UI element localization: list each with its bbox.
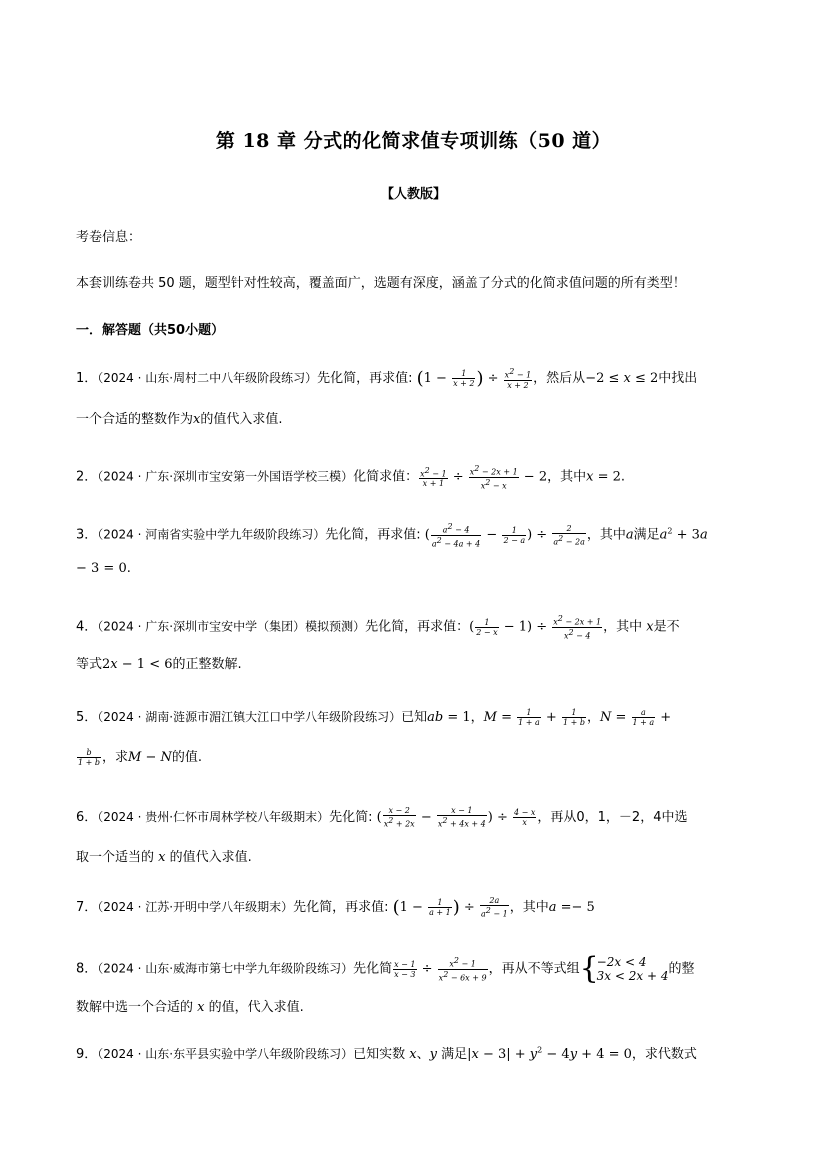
- page-title: 第 18 章 分式的化简求值专项训练（50 道）: [215, 130, 612, 152]
- intro-text: 本套训练卷共 50 题，题型针对性较高，覆盖面广，选题有深度，涵盖了分式的化简求值问题的所有类型！: [76, 276, 686, 291]
- question-5-line-2: $\frac{b}{1 + b}$ ，求M − N的值.: [78, 748, 203, 767]
- section-heading: 一．解答题（共50小题）: [76, 323, 225, 338]
- question-1-line-1: 1．（2024 · 山东·周村二中八年级阶段练习）先化简，再求值: (1 − $\frac{1}{x + 2}$ ) ÷ $\frac{x^2 - 1}{x + 2}$ ，然后从−2 ≤ x ≤ 2中找出: [76, 367, 698, 390]
- question-8-line-2: 数解中选一个合适的 x 的值，代入求值.: [76, 1000, 304, 1015]
- question-3-line-1: 3．（2024 · 河南省实验中学九年级阶段练习）先化简，再求值: ( $\frac{a^2 - 4}{a^2 - 4a + 4}$ − $\frac{1}{2 - a}$ ) ÷ $\frac{2}{a^2 - 2a}$ ，其中a满足$a^2 + 3a$: [76, 522, 708, 549]
- question-6-line-1: 6．（2024 · 贵州·仁怀市周林学校八年级期末）先化简: ( $\frac{x - 2}{x^2 + 2x}$ − $\frac{x - 1}{x^2 + 4x + 4}$ ) ÷ $\frac{4 - x}{x}$ ，再从0，1，－2，4中选: [76, 806, 688, 829]
- question-9: 9．（2024 · 山东·东平县实验中学八年级阶段练习）已知实数 x、y 满足$|x - 3| + y^2 - 4y + 4 = 0$，求代数式: [76, 1045, 697, 1062]
- question-4-line-1: 4．（2024 · 广东·深圳市宝安中学（集团）模拟预测）先化简，再求值：( $\frac{1}{2 - x}$ − 1) ÷ $\frac{x^2 - 2x + 1}{x^2 - 4}$ ，其中 x是不: [76, 614, 680, 641]
- question-2: 2．（2024 · 广东·深圳市宝安第一外国语学校三模）化简求值： $\frac{x^2 - 1}{x + 1}$ ÷ $\frac{x^2 - 2x + 1}{x^2 - x}$ − 2，其中x = 2.: [76, 464, 626, 491]
- question-1-line-2: 一个合适的整数作为x的值代入求值.: [76, 412, 283, 427]
- question-6-line-2: 取一个适当的 x 的值代入求值.: [76, 850, 252, 865]
- info-label: 考卷信息：: [76, 230, 142, 245]
- edition-label: 【人教版】: [380, 187, 446, 202]
- question-3-line-2: − 3 = 0.: [76, 561, 131, 576]
- question-7: 7．（2024 · 江苏·开明中学八年级期末）先化简，再求值: (1 − $\frac{1}{a + 1}$ ) ÷ $\frac{2a}{a^2 - 1}$ ，其中a =− 5: [76, 896, 595, 919]
- question-8-line-1: 8．（2024 · 山东·威海市第七中学九年级阶段练习）先化简 $\frac{x - 1}{x - 3}$ ÷ $\frac{x^2 - 1}{x^2 - 6x + 9}$ ，再从不等式组{ −2x < 4 3x < 2x + 4 的整: [76, 951, 695, 986]
- question-4-line-2: 等式2x − 1 < 6的正整数解.: [76, 657, 242, 672]
- question-5-line-1: 5．（2024 · 湖南·涟源市湄江镇大江口中学八年级阶段练习）已知ab = 1，M = $\frac{1}{1 + a}$ + $\frac{1}{1 + b}$ ，N = $\frac{a}{1 + a}$ +: [76, 708, 672, 727]
